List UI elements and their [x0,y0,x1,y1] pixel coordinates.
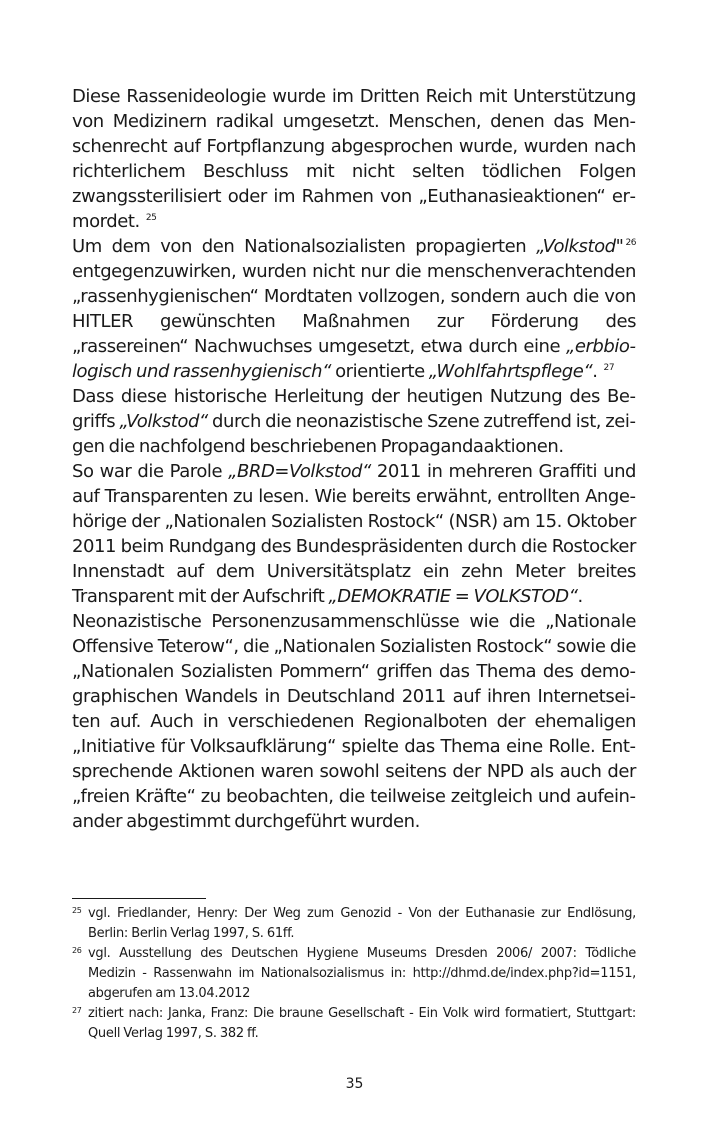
italic-text: „Volkstod“ [119,411,208,432]
footnote [72,1004,636,1044]
text-run: . [577,586,583,607]
footnote-reference: 25 [145,213,157,223]
text-run: . [592,361,602,382]
italic-text: „Wohlfahrtspflege“ [428,361,593,382]
footnote-reference: 26 [625,238,636,248]
text-run: Diese Rassenideologie wurde im Dritten Reich mit Unterstützung von Medizinern radikal umgesetzt. Menschen, denen das Menschenrecht auf Fortpflanzung abgesprochen wurde, wurden nach richterlichem Beschluss mit nicht selten tödlichen Folgen zwangssterilisiert oder im Rahmen von „Euthanasieaktionen“ ermordet. [72,86,636,232]
page-body [72,84,636,834]
text-run: Dass diese historische Herleitung der heutigen Nutzung des Begriffs [72,386,636,432]
paragraph [72,459,636,609]
italic-text: „DEMOKRATIE = VOLKSTOD“ [328,586,578,607]
paragraph [72,609,636,834]
text-run: entgegenzuwirken, wurden nicht nur die menschenverachtenden „rassenhygienischen“ Mordtaten vollzogen, sondern auch die von HITLER gewünschten Maßnahmen zur Förderung des „rassereinen“ Nachwuchses umgesetzt, etwa durch eine [72,261,636,357]
footnote-reference: 27 [603,363,615,373]
footnote-separator [72,898,206,899]
italic-text: „BRD=Volkstod“ [228,461,371,482]
text-run: durch die neonazistische Szene zutreffend ist, zeigen die nachfolgend beschriebenen Propagandaaktionen. [72,411,636,457]
italic-text: „Volkstod" [536,236,624,257]
footnote-number: 25 [72,906,82,915]
text-run: So war die Parole [72,461,229,482]
footnote-text: vgl. Friedlander, Henry: Der Weg zum Genozid - Von der Euthanasie zur Endlösung, Berlin: Berlin Verlag 1997, S. 61ff. [88,906,636,941]
footnote [72,944,636,1004]
footnote-number: 27 [72,1006,82,1015]
text-run: 2011 in mehreren Graffiti und auf Transparenten zu lesen. Wie bereits erwähnt, entrollten Angehörige der „Nationalen Sozialisten Rostock“ (NSR) am 15. Oktober 2011 beim Rundgang des Bundespräsidenten durch die Rostocker Innenstadt auf dem Universitätsplatz ein zehn Meter breites Transparent mit der Aufschrift [72,461,637,607]
footnote [72,904,636,944]
text-run: Um dem von den Nationalsozialisten propagierten [72,236,537,257]
footnotes [72,904,636,1044]
paragraph [72,234,636,384]
text-run: Neonazistische Personenzusammenschlüsse wie die „Nationale Offensive Teterow“, die „Nationalen Sozialisten Rostock“ sowie die „Nationalen Sozialisten Pommern“ griffen das Thema des demographischen Wandels in Deutschland 2011 auf ihren Internetseiten auf. Auch in verschiedenen Regionalboten der ehemaligen „Initiative für Volksaufklärung“ spielte das Thema eine Rolle. Entsprechende Aktionen waren sowohl seitens der NPD als auch der „freien Kräfte“ zu beobachten, die teilweise zeitgleich und aufeinander abgestimmt durchgeführt wurden. [72,611,636,832]
page-number: 35 [345,1076,364,1092]
footnote-number: 26 [72,946,82,955]
footnote-text: vgl. Ausstellung des Deutschen Hygiene Museums Dresden 2006/ 2007: Tödliche Medizin - Rassenwahn im Nationalsozialismus in: http://dhmd.de/index.php?id=1151, abgerufen am 13.04.2012 [88,946,636,1001]
italic-text: „erbbiologisch und rassenhygienisch“ [72,336,636,382]
footnote-text: zitiert nach: Janka, Franz: Die braune Gesellschaft - Ein Volk wird formatiert, Stuttgart: Quell Verlag 1997, S. 382 ff. [88,1006,636,1041]
main-text [72,84,636,834]
paragraph [72,384,636,459]
text-run: orientierte [331,361,429,382]
paragraph [72,84,636,234]
